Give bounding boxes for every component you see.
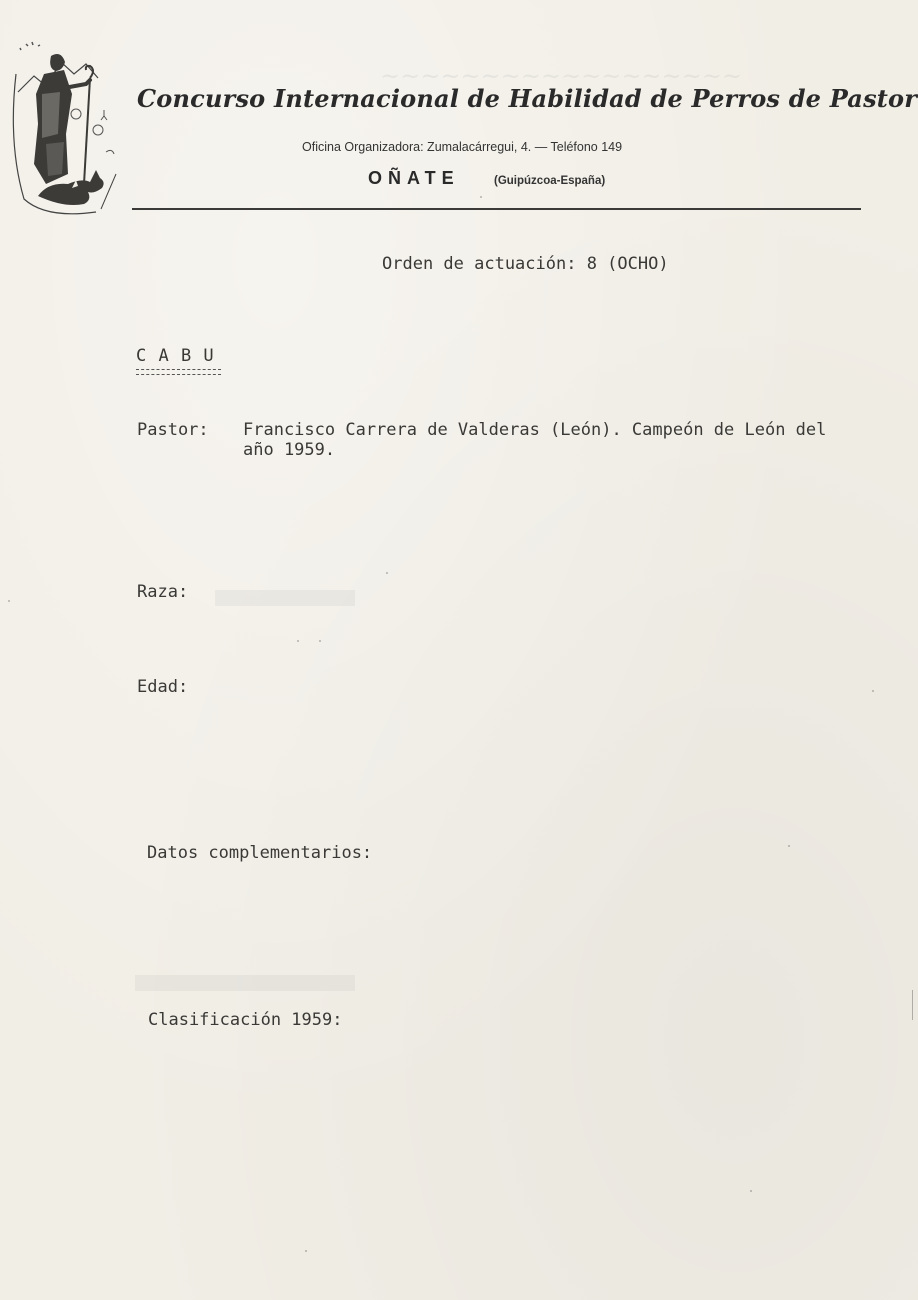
- pastor-value-line-2: año 1959.: [243, 440, 336, 460]
- paper-speck: [8, 600, 10, 602]
- paper-speck: [788, 845, 790, 847]
- paper-speck: [480, 196, 482, 198]
- letterhead-town: OÑATE: [368, 168, 460, 188]
- letterhead-divider: [132, 208, 861, 210]
- paper-speck: [319, 640, 321, 642]
- paper-speck: [297, 640, 299, 642]
- letterhead-office-address: Oficina Organizadora: Zumalacárregui, 4. — Teléfono 149: [302, 140, 623, 154]
- paper-speck: [305, 1250, 307, 1252]
- dog-name: C A B U: [136, 346, 215, 366]
- letterhead-title: Concurso Internacional de Habilidad de Perros de Pastor: [137, 84, 918, 113]
- classification-label: Clasificación 1959:: [148, 1010, 343, 1030]
- dog-name-underline: [136, 369, 221, 375]
- shepherd-with-dog-logo: [6, 34, 122, 224]
- breed-label: Raza:: [137, 582, 189, 602]
- paper-speck: [386, 572, 388, 574]
- additional-data-label: Datos complementarios:: [147, 843, 373, 863]
- performance-order: Orden de actuación: 8 (OCHO): [382, 254, 669, 274]
- pastor-label: Pastor:: [137, 420, 209, 440]
- paper-speck: [872, 690, 874, 692]
- bleed-through-mark: ~~~~~~~~~~~~~~~~~~: [380, 62, 742, 90]
- paper-speck: [912, 990, 913, 1020]
- paper-speck: [750, 1190, 752, 1192]
- bleed-through-mark: [135, 975, 355, 991]
- letterhead-region: (Guipúzcoa-España): [494, 175, 606, 187]
- age-label: Edad:: [137, 677, 189, 697]
- bleed-through-mark: [215, 590, 355, 606]
- pastor-value-line-1: Francisco Carrera de Valderas (León). Campeón de León del: [243, 420, 827, 440]
